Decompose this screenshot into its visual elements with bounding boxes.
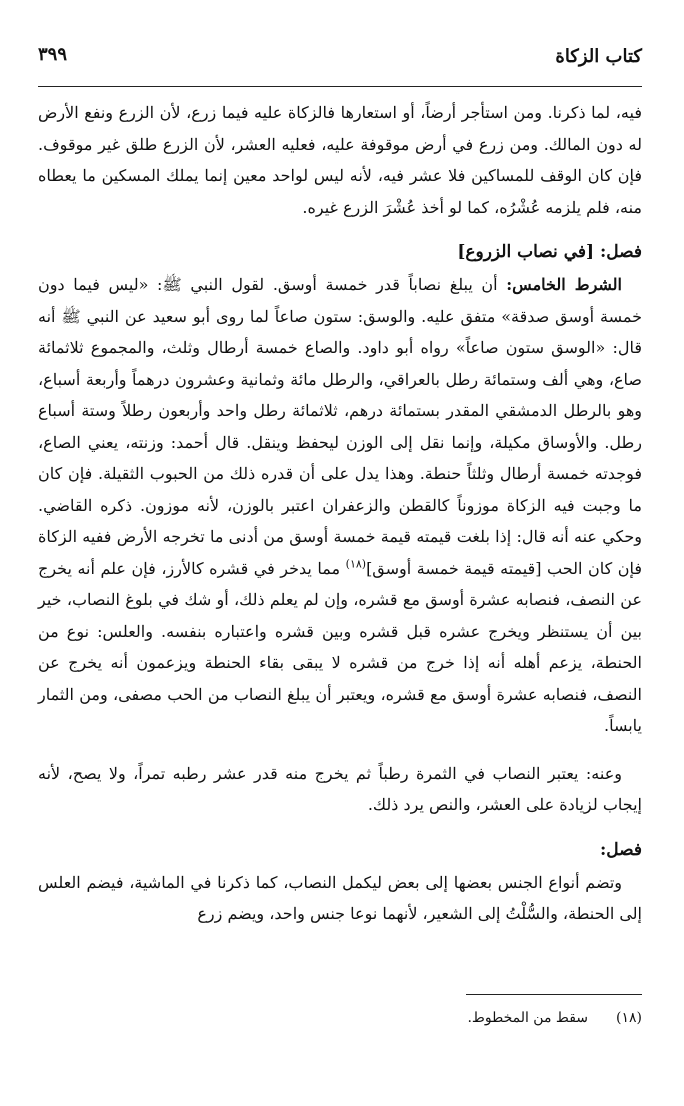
header-rule xyxy=(38,86,642,87)
section-label: فصل: xyxy=(599,242,642,262)
paragraph-text-continued: مما يدخر في قشره كالأرز، فإن علم أنه يخرج عن النصف، فنصابه عشرة أوسق مع قشره، وإن لم يعلم ذلك، أو شك في بلوغ النصاب، خير بين أن يستنظر ويخرج عشره قبل قشره وبين قشره واعتباره بنفسه. والعلس: نوع من الحنطة، يزعم أهله أنه إذا خرج من قشره لا يبقى بقاء الحنطة ويزعمون أنه يخرج عن النصف، فنصابه عشرة أوسق مع قشره، ويعتبر أن يبلغ النصاب من الحب مصفى، ومن الثمار يابساً. xyxy=(38,558,642,735)
paragraph-fifth-condition xyxy=(38,269,642,742)
footnotes xyxy=(38,994,642,1029)
paragraph-opening: فيه، لما ذكرنا. ومن استأجر أرضاً، أو استعارها فالزكاة عليه فيما زرع، لأن الزرع ونفع الأرض له دون المالك. ومن زرع في أرض موقوفة عليه، فعليه العشر، لأن الزرع طلق غير موقوف. فإن كان الوقف للمساكين فلا عشر فيه، لأنه ليس لواحد معين إنما يملك المسكين ما يعطاه منه، فلم يلزمه عُشْرُه، كما لو أخذ عُشْرَ الزرع غيره. xyxy=(38,103,643,217)
main-text xyxy=(38,97,642,930)
footnote-reference[interactable]: (١٨) xyxy=(345,557,367,571)
footnote-rule xyxy=(466,994,642,995)
running-header xyxy=(38,42,642,78)
book-page xyxy=(38,42,642,1072)
section-title: [في نصاب الزروع] xyxy=(457,242,595,262)
paragraph-lead: الشرط الخامس: xyxy=(506,275,623,294)
section-heading-2 xyxy=(38,835,642,865)
paragraph-combining: وتضم أنواع الجنس بعضها إلى بعض ليكمل النصاب، كما ذكرنا في الماشية، فيضم العلس إلى الحنطة، والسُّلْتُ إلى الشعير، لأنهما نوعا جنس واحد، ويضم زرع xyxy=(38,872,642,923)
book-title: كتاب الزكاة xyxy=(555,46,642,67)
page-number: ٣٩٩ xyxy=(38,44,68,65)
footnote-item xyxy=(38,1007,642,1029)
paragraph-spacer xyxy=(38,742,642,758)
footnote-text: سقط من المخطوط. xyxy=(467,1010,589,1026)
section-heading xyxy=(38,237,642,267)
paragraph-narration: وعنه: يعتبر النصاب في الثمرة رطباً ثم يخرج منه قدر عشر رطبه تمراً، ولا يصح، لأنه إيجاب لزيادة على العشر، والنص يرد ذلك. xyxy=(38,763,642,814)
paragraph-text: أن يبلغ نصاباً قدر خمسة أوسق. لقول النبي ﷺ: «ليس فيما دون خمسة أوسق صدقة» متفق عليه. والوسق: ستون صاعاً لما روى أبو سعيد عن النبي ﷺ أنه قال: «الوسق ستون صاعاً» رواه أبو داود. والصاع خمسة أرطال وثلث، والمجموع ثلاثمائة صاع، وهي ألف وستمائة رطل بالعراقي، والرطل مائة وثمانية وعشرون درهماً وأربعة أسباع، وهو بالرطل الدمشقي المقدر بستمائة درهم، ثلاثمائة رطل واحد وأربعون رطلاً وستة أسباع رطل. والأوساق مكيلة، وإنما نقل إلى الوزن ليحفظ وينقل. قال أحمد: وزنته، يعني الصاع، فوجدته خمسة أرطال وثلثاً حنطة. وهذا يدل على أن قدره ذلك من الحبوب الثقيلة. فإن كان ما وجبت فيه الزكاة موزوناً كالقطن والزعفران اعتبر بالوزن، لأنه موزون. ذكره القاضي. وحكي عنه أنه قال: إذا بلغت قيمته قيمة خمسة أوسق من أدنى ما تخرجه الأرض ففيه الزكاة فإن كان الحب [قيمته قيمة خمسة أوسق] xyxy=(38,275,642,578)
section-label-2: فصل: xyxy=(599,839,642,860)
footnote-number: (١٨) xyxy=(616,1010,642,1026)
